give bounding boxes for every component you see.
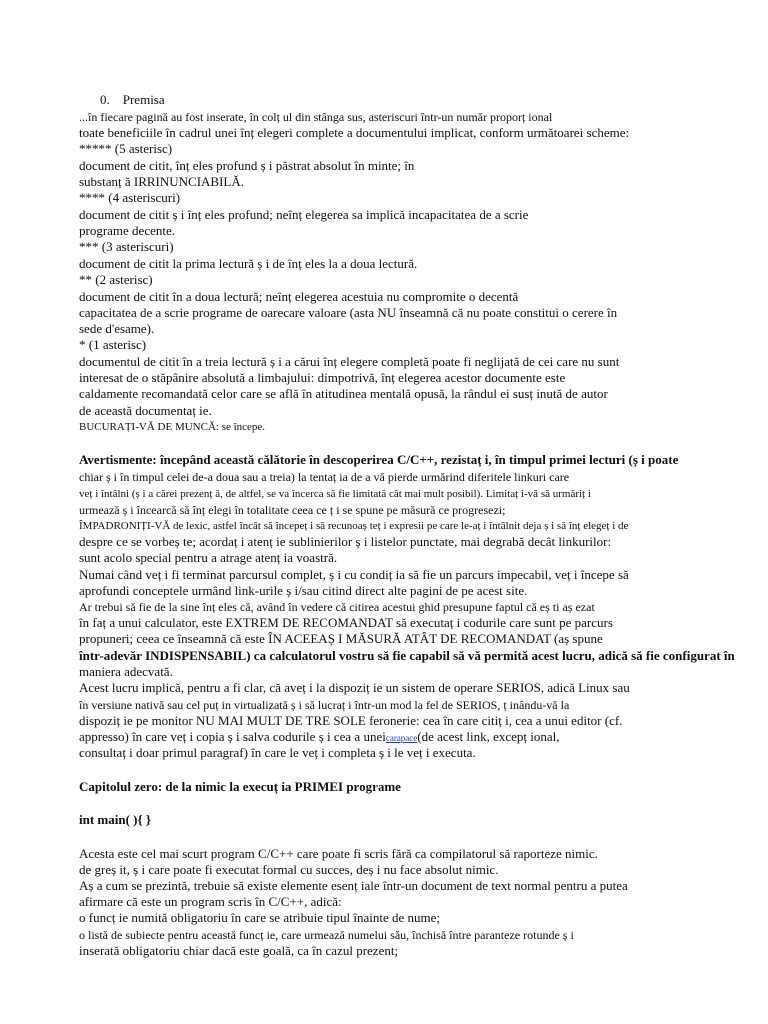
text-line: Aș a cum se prezintă, trebuie să existe elemente esenț iale într-un document de text normal pentru a putea — [79, 878, 628, 893]
text-line: maniera adecvată. — [79, 664, 173, 679]
text-line: aprofundi conceptele urmând link-urile ș i/sau citind direct alte pagini de pe acest site. — [79, 583, 528, 598]
text-line: în faț a unui calculator, este EXTREM DE RECOMANDAT să executaț i codurile care sunt pe parcurs — [79, 615, 613, 630]
text-line: chiar ș i în timpul celei de-a doua sau a treia) la tentaț ia de a vă pierde urmărind diferitele linkuri care — [79, 470, 570, 484]
text-line: ** (2 asterisc) — [79, 272, 153, 287]
text-line: capacitatea de a scrie programe de oarecare valoare (asta NU înseamnă că nu poate constitui o cerere în — [79, 305, 618, 320]
premise-number: 0. — [100, 92, 110, 107]
text-line: document de citit la prima lectură ș i de înț eles la a doua lectură. — [79, 256, 418, 271]
text-line: dispoziț ie pe monitor NU MAI MULT DE TRE SOLE feronerie: cea în care citiț i, cea a unui editor (cf. — [79, 713, 623, 728]
text-line: Numai când veț i fi terminat parcursul complet, ș i cu condiț ia să fie un parcurs impecabil, veț i începe să — [79, 567, 629, 582]
appresso-tail: (de acest link, excepț ional, — [417, 729, 560, 744]
appresso-text: appresso) în care veț i copia ș i salva codurile ș i cea a unei — [79, 729, 386, 744]
text-line: * (1 asterisc) — [79, 337, 147, 352]
text-line: propuneri; ceea ce înseamnă că este ÎN ACEEAȘ I MĂSURĂ ATÂT DE RECOMANDAT (aș spune — [79, 631, 603, 646]
code-snippet: int main( ){ } — [79, 812, 151, 827]
text-line: **** (4 asteriscuri) — [79, 190, 181, 205]
text-line: sede d'esame). — [79, 321, 155, 336]
text-line: toate beneficiile în cadrul unei înț elegeri complete a documentului implicat, conform următoarei scheme: — [79, 125, 630, 140]
chapter-heading: Capitolul zero: de la nimic la execuț ia PRIMEI programe — [79, 779, 401, 794]
text-line: BUCURAȚI-VĂ DE MUNCĂ: se începe. — [79, 421, 266, 433]
text-line: de această documentaț ie. — [79, 403, 212, 418]
carapace-link[interactable]: carapace — [385, 733, 418, 743]
text-line: document de citit în a doua lectură; neînț elegerea acestuia nu compromite o decentă — [79, 289, 519, 304]
text-line: document de citit ș i înț eles profund; neînț elegerea sa implică incapacitatea de a scrie — [79, 207, 529, 222]
premise-heading — [100, 92, 165, 108]
text-line: document de citit, înț eles profund ș i păstrat absolut în minte; în — [79, 158, 415, 173]
text-line: interesat de o stăpânire absolută a limbajului: dimpotrivă, înț elegerea acestor documente este — [79, 370, 566, 385]
text-line: ...în fiecare pagină au fost inserate, în colț ul din stânga sus, asteriscuri într-un număr proporț ional — [79, 110, 553, 124]
text-line: Acesta este cel mai scurt program C/C++ care poate fi scris fără ca compilatorul să raporteze nimic. — [79, 846, 598, 861]
text-line: veț i întâlni (ș i a cărei prezenț ă, de altfel, se va încerca să fie limitată cât mai mult posibil). Limitaț i-vă să urmăriț i — [79, 488, 591, 500]
text-line: Acest lucru implică, pentru a fi clar, că aveț i la dispoziț ie un sistem de operare SERIOS, adică Linux sau — [79, 680, 630, 695]
warning-bold-line: într-adevăr INDISPENSABIL) ca calculatorul vostru să fie capabil să vă permită acest lucru, adică să fie configurat în — [79, 648, 735, 663]
text-line: caldamente recomandată celor care se află în atitudinea mentală opusă, la rândul ei susț inută de autor — [79, 386, 608, 401]
text-line: o listă de subiecte pentru această funcț ie, care urmează numelui său, închisă între paranteze rotunde ș i — [79, 928, 574, 942]
text-line: afirmare că este un program scris în C/C++, adică: — [79, 894, 342, 909]
text-line: documentul de citit în a treia lectură ș i a cărui înț elegere completă poate fi neglijată de cei care nu sunt — [79, 354, 620, 369]
text-line: inserată obligatoriu chiar dacă este goală, ca în cazul prezent; — [79, 943, 399, 958]
text-line: consultaț i doar primul paragraf) în care le veț i completa ș i le veț i executa. — [79, 745, 476, 760]
text-line: *** (3 asteriscuri) — [79, 239, 174, 254]
text-line: o funcț ie numită obligatoriu în care se atribuie tipul înainte de nume; — [79, 910, 441, 925]
warning-heading: Avertismente: începând această călătorie în descoperirea C/C++, rezistaț i, în timpul primei lecturi (ș i poate — [79, 452, 679, 467]
text-line: ÎMPADRONIȚI-VĂ de lexic, astfel încât să începeț i să recunoaș teț i expresii pe care le-aț i întâlnit deja ș i să înț elegeț i de — [79, 520, 629, 532]
appresso-line — [79, 729, 560, 746]
text-line: urmează ș i încearcă să înț elegi în totalitate ceea ce ț i se spune pe măsură ce progresezi; — [79, 503, 506, 517]
text-line: ***** (5 asterisc) — [79, 141, 173, 156]
text-line: programe decente. — [79, 223, 176, 238]
text-line: despre ce se vorbeș te; acordaț i atenț ie sublinierilor ș i listelor punctate, mai degrabă decât linkurilor: — [79, 534, 612, 549]
premise-title: Premisa — [122, 92, 165, 107]
text-line: sunt acolo special pentru a atrage atenț ia voastră. — [79, 550, 338, 565]
text-line: Ar trebui să fie de la sine înț eles că, având în vedere că citirea acestui ghid presupune faptul că eș ti aș ezat — [79, 600, 595, 614]
text-line: substanț ă IRRINUNCIABILĂ. — [79, 174, 245, 189]
text-line: de greș it, ș i care poate fi executat formal cu succes, deș i nu face absolut nimic. — [79, 862, 499, 877]
text-line: în versiune nativă sau cel puț in virtualizată ș i să lucraț i într-un mod la fel de SERIOS, ț inându-vă la — [79, 698, 570, 712]
